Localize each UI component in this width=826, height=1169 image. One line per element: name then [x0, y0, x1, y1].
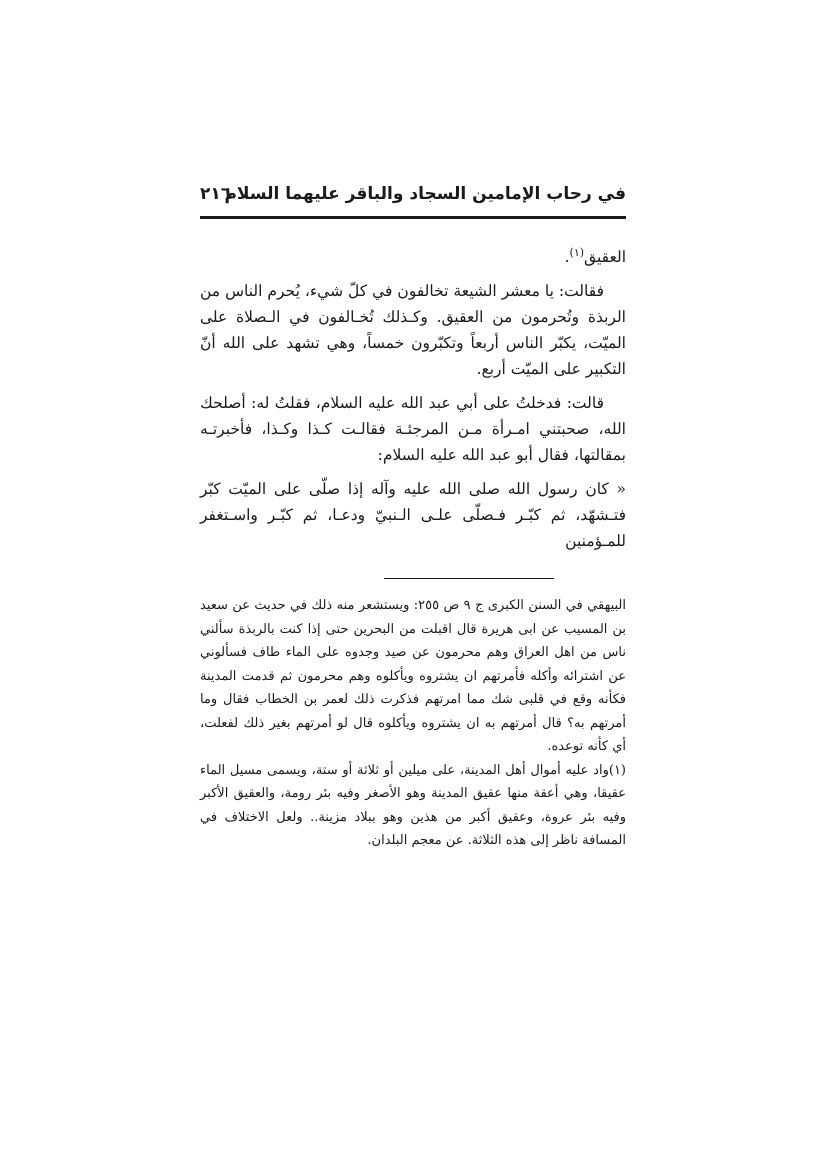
paragraph-3: قالت: فدخلتُ على أبي عبد الله عليه السلام، فقلتُ له: أصلحك الله، صحبتني امـرأة مـن المرجئـة فقالـت كـذا وكـذا، فأخبرتـه بمقالتها، فقال أبو عبد الله عليه السلام: [200, 394, 626, 464]
main-text [200, 244, 626, 562]
footnote-1: (١)واد عليه أموال أهل المدينة، على ميلين أو ثلاثة أو ستة، ويسمى مسيل الماء عقيقا، وهي أعقة منها عقيق المدينة وهو الأصغر وفيه بئر رومة، والعقيق الأكبر وفيه بئر عروة، وعقيق أكبر من هذين وهو ببلاد مزينة.. ولعل الاختلاف في المسافة ناظر إلى هذه الثلاثة. عن معجم البلدان. [200, 762, 626, 848]
header-title: في رحاب الإمامين السجاد والباقر عليهما السلام [224, 184, 626, 204]
page-number: ٢١٦ [200, 184, 232, 204]
paragraph-4: « كان رسول الله صلى الله عليه وآله إذا صلّى على الميّت كبّر فتـشهّد، ثم كبّـر فـصلّى علـى الـنبيّ ودعـا، ثم كبّـر واسـتغفر للمـؤمنين [200, 480, 626, 550]
paragraph-1 [200, 244, 626, 270]
paragraph-1-text: العقيق [584, 248, 626, 266]
paragraph-1-end: . [564, 248, 570, 266]
footnotes [200, 594, 626, 853]
running-header [200, 182, 626, 214]
header-divider [200, 216, 626, 219]
footnote-continued: البيهقي في السنن الكبرى ج ٩ ص ٢٥٥: ويستشعر منه ذلك في حديث عن سعيد بن المسيب عن ابى هريرة قال اقبلت من البحرين حتى إذا كنت بالربذة سألني ناس من اهل العراق وهم محرمون عن صيد وجدوه على الماء طاف فسألوني عن اشترائه وأكله فأمرتهم ان يشتروه ويأكلوه وهم محرمون ثم قدمت المدينة فكأنه وقع في قلبى شك مما امرتهم فذكرت ذلك لعمر بن الخطاب فقال وما أمرتهم به؟ قال أمرتهم به ان يشتروه ويأكلوه قال لو أمرتهم بغير ذلك لفعلت، أي كأنه توعده. [200, 598, 627, 754]
paragraph-2: فقالت: يا معشر الشيعة تخالفون في كلّ شيء، يُحرم الناس من الربذة وتُحرمون من العقيق. وكـذلك تُخـالفون في الـصلاة على الميّت، يكبّر الناس أربعاً وتكبّرون خمساً، وهي تشهد على الله أنّ التكبير على الميّت أربع. [200, 282, 626, 378]
footnote-divider [384, 578, 554, 579]
footnote-ref-1[interactable]: (١) [569, 245, 585, 259]
